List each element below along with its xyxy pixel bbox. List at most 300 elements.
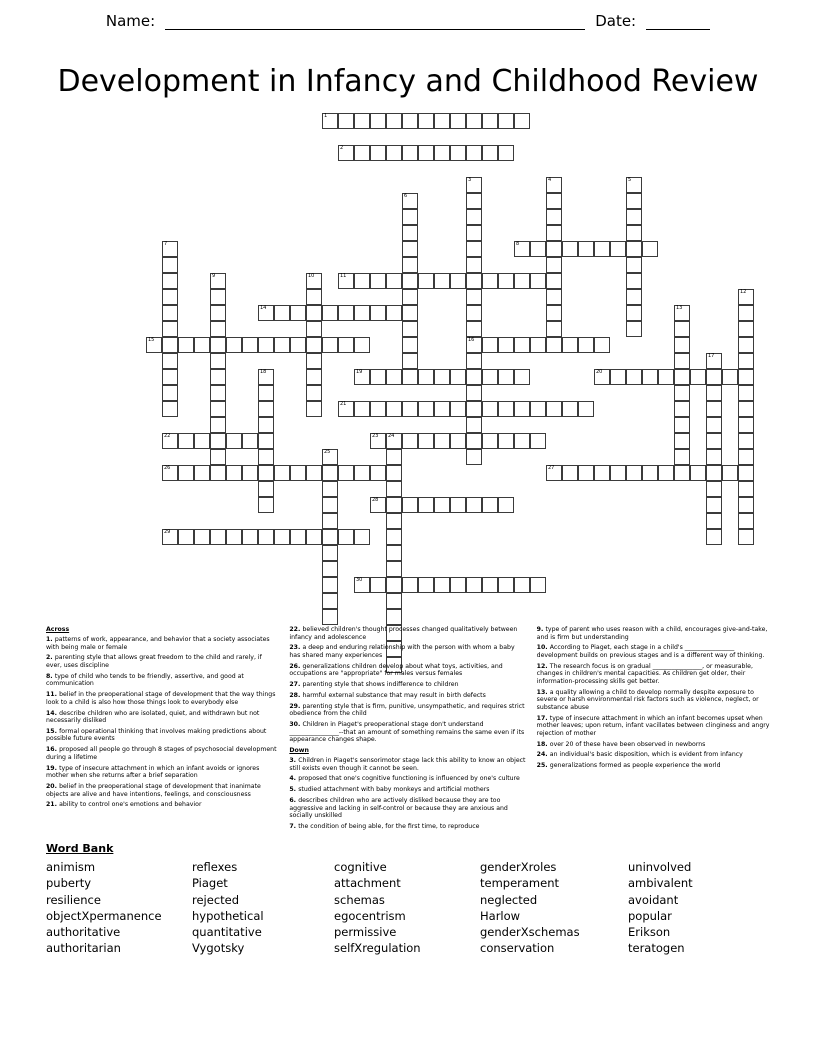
grid-cell[interactable] [562,465,578,481]
grid-cell[interactable] [194,465,210,481]
grid-cell[interactable] [482,113,498,129]
grid-cell[interactable] [706,369,722,385]
grid-cell[interactable] [482,401,498,417]
grid-cell[interactable] [322,465,338,481]
grid-cell[interactable] [498,401,514,417]
word-bank-word[interactable]: cognitive [334,860,387,874]
grid-cell[interactable] [226,433,242,449]
grid-cell[interactable] [626,273,642,289]
grid-cell[interactable] [498,369,514,385]
grid-cell[interactable] [370,369,386,385]
grid-cell[interactable] [242,465,258,481]
grid-cell[interactable] [162,273,178,289]
grid-cell[interactable] [466,257,482,273]
grid-cell[interactable] [338,273,354,289]
grid-cell[interactable] [594,337,610,353]
grid-cell[interactable] [194,433,210,449]
grid-cell[interactable] [354,113,370,129]
word-bank-word[interactable]: selfXregulation [334,941,421,956]
word-bank-word[interactable]: authoritarian [46,941,121,956]
grid-cell[interactable] [434,433,450,449]
grid-cell[interactable] [706,481,722,497]
grid-cell[interactable] [466,337,482,353]
grid-cell[interactable] [210,401,226,417]
grid-cell[interactable] [610,369,626,385]
word-bank-word[interactable]: avoidant [628,892,679,907]
grid-cell[interactable] [706,385,722,401]
grid-cell[interactable] [258,449,274,465]
grid-cell[interactable] [386,561,402,577]
grid-cell[interactable] [354,273,370,289]
grid-cell[interactable] [674,337,690,353]
grid-cell[interactable] [402,209,418,225]
grid-cell[interactable] [562,337,578,353]
grid-cell[interactable] [370,273,386,289]
grid-cell[interactable] [162,337,178,353]
grid-cell[interactable] [210,305,226,321]
grid-cell[interactable] [722,465,738,481]
grid-cell[interactable] [274,529,290,545]
grid-cell[interactable] [466,145,482,161]
word-bank-word[interactable]: objectXpermanence [46,908,162,923]
grid-cell[interactable] [322,561,338,577]
grid-cell[interactable] [674,305,690,321]
word-bank-word[interactable]: conservation [480,941,555,956]
grid-cell[interactable] [466,177,482,193]
grid-cell[interactable] [306,273,322,289]
grid-cell[interactable] [386,369,402,385]
word-bank-word[interactable]: schemas [334,892,385,907]
grid-cell[interactable] [514,401,530,417]
grid-cell[interactable] [402,273,418,289]
grid-cell[interactable] [322,337,338,353]
grid-cell[interactable] [434,401,450,417]
grid-cell[interactable] [370,145,386,161]
grid-cell[interactable] [210,385,226,401]
grid-cell[interactable] [466,273,482,289]
grid-cell[interactable] [514,577,530,593]
grid-cell[interactable] [706,465,722,481]
grid-cell[interactable] [306,529,322,545]
grid-cell[interactable] [738,289,754,305]
grid-cell[interactable] [162,321,178,337]
grid-cell[interactable] [482,337,498,353]
grid-cell[interactable] [546,305,562,321]
word-bank-word[interactable]: neglected [480,892,538,907]
grid-cell[interactable] [626,289,642,305]
grid-cell[interactable] [530,241,546,257]
grid-cell[interactable] [418,369,434,385]
word-bank-word[interactable]: egocentrism [334,908,406,923]
grid-cell[interactable] [386,449,402,465]
grid-cell[interactable] [738,529,754,545]
word-bank-word[interactable]: authoritative [46,925,121,940]
grid-cell[interactable] [466,193,482,209]
grid-cell[interactable] [402,257,418,273]
grid-cell[interactable] [258,417,274,433]
word-bank-word[interactable]: genderXroles [480,860,557,874]
grid-cell[interactable] [466,497,482,513]
grid-cell[interactable] [210,417,226,433]
grid-cell[interactable] [162,433,178,449]
grid-cell[interactable] [466,577,482,593]
grid-cell[interactable] [386,305,402,321]
grid-cell[interactable] [386,433,402,449]
grid-cell[interactable] [386,593,402,609]
grid-cell[interactable] [322,513,338,529]
grid-cell[interactable] [594,241,610,257]
grid-cell[interactable] [194,337,210,353]
grid-cell[interactable] [562,241,578,257]
grid-cell[interactable] [306,465,322,481]
grid-cell[interactable] [162,241,178,257]
grid-cell[interactable] [674,321,690,337]
grid-cell[interactable] [610,241,626,257]
name-input-line[interactable] [165,15,585,30]
grid-cell[interactable] [498,337,514,353]
grid-cell[interactable] [706,353,722,369]
word-bank-word[interactable]: uninvolved [628,860,692,874]
grid-cell[interactable] [290,465,306,481]
grid-cell[interactable] [626,177,642,193]
grid-cell[interactable] [706,449,722,465]
grid-cell[interactable] [450,433,466,449]
grid-cell[interactable] [626,257,642,273]
grid-cell[interactable] [578,401,594,417]
grid-cell[interactable] [706,417,722,433]
word-bank-word[interactable]: rejected [192,892,240,907]
grid-cell[interactable] [626,241,642,257]
grid-cell[interactable] [386,273,402,289]
word-bank-word[interactable]: attachment [334,876,401,891]
grid-cell[interactable] [354,337,370,353]
grid-cell[interactable] [434,497,450,513]
grid-cell[interactable] [210,369,226,385]
grid-cell[interactable] [258,465,274,481]
grid-cell[interactable] [354,529,370,545]
grid-cell[interactable] [274,465,290,481]
word-bank-word[interactable]: hypothetical [192,908,264,923]
grid-cell[interactable] [738,433,754,449]
grid-cell[interactable] [418,577,434,593]
grid-cell[interactable] [402,225,418,241]
grid-cell[interactable] [434,273,450,289]
grid-cell[interactable] [306,353,322,369]
grid-cell[interactable] [738,401,754,417]
grid-cell[interactable] [338,529,354,545]
grid-cell[interactable] [434,577,450,593]
grid-cell[interactable] [386,145,402,161]
grid-cell[interactable] [386,401,402,417]
grid-cell[interactable] [370,465,386,481]
grid-cell[interactable] [402,193,418,209]
grid-cell[interactable] [626,193,642,209]
grid-cell[interactable] [322,545,338,561]
grid-cell[interactable] [306,289,322,305]
grid-cell[interactable] [546,241,562,257]
grid-cell[interactable] [370,497,386,513]
grid-cell[interactable] [386,497,402,513]
grid-cell[interactable] [258,481,274,497]
grid-cell[interactable] [706,401,722,417]
word-bank-word[interactable]: Erikson [628,925,671,940]
grid-cell[interactable] [482,273,498,289]
grid-cell[interactable] [738,513,754,529]
word-bank-word[interactable]: puberty [46,876,92,891]
grid-cell[interactable] [738,305,754,321]
grid-cell[interactable] [354,145,370,161]
grid-cell[interactable] [402,353,418,369]
grid-cell[interactable] [674,417,690,433]
grid-cell[interactable] [562,401,578,417]
grid-cell[interactable] [738,385,754,401]
grid-cell[interactable] [338,305,354,321]
grid-cell[interactable] [642,241,658,257]
grid-cell[interactable] [306,337,322,353]
grid-cell[interactable] [242,529,258,545]
grid-cell[interactable] [162,369,178,385]
grid-cell[interactable] [418,273,434,289]
grid-cell[interactable] [706,497,722,513]
grid-cell[interactable] [386,529,402,545]
grid-cell[interactable] [354,465,370,481]
grid-cell[interactable] [626,225,642,241]
grid-cell[interactable] [274,305,290,321]
word-bank-word[interactable]: reflexes [192,860,238,874]
word-bank-word[interactable]: popular [628,908,672,923]
grid-cell[interactable] [450,113,466,129]
grid-cell[interactable] [658,465,674,481]
grid-cell[interactable] [450,401,466,417]
grid-cell[interactable] [162,385,178,401]
grid-cell[interactable] [386,577,402,593]
grid-cell[interactable] [514,433,530,449]
grid-cell[interactable] [466,369,482,385]
grid-cell[interactable] [210,353,226,369]
grid-cell[interactable] [306,305,322,321]
grid-cell[interactable] [210,337,226,353]
grid-cell[interactable] [178,433,194,449]
grid-cell[interactable] [546,465,562,481]
grid-cell[interactable] [162,305,178,321]
grid-cell[interactable] [210,289,226,305]
grid-cell[interactable] [178,465,194,481]
grid-cell[interactable] [466,417,482,433]
grid-cell[interactable] [546,209,562,225]
grid-cell[interactable] [546,289,562,305]
grid-cell[interactable] [402,337,418,353]
grid-cell[interactable] [178,529,194,545]
grid-cell[interactable] [226,465,242,481]
grid-cell[interactable] [322,305,338,321]
grid-cell[interactable] [738,321,754,337]
grid-cell[interactable] [450,369,466,385]
grid-cell[interactable] [706,433,722,449]
grid-cell[interactable] [306,369,322,385]
grid-cell[interactable] [674,369,690,385]
grid-cell[interactable] [354,305,370,321]
grid-cell[interactable] [722,369,738,385]
grid-cell[interactable] [530,273,546,289]
grid-cell[interactable] [466,385,482,401]
grid-cell[interactable] [498,113,514,129]
grid-cell[interactable] [546,193,562,209]
grid-cell[interactable] [258,433,274,449]
grid-cell[interactable] [434,113,450,129]
grid-cell[interactable] [210,529,226,545]
grid-cell[interactable] [546,337,562,353]
grid-cell[interactable] [338,113,354,129]
grid-cell[interactable] [738,497,754,513]
grid-cell[interactable] [386,465,402,481]
grid-cell[interactable] [210,433,226,449]
grid-cell[interactable] [498,577,514,593]
grid-cell[interactable] [450,577,466,593]
grid-cell[interactable] [450,497,466,513]
grid-cell[interactable] [242,337,258,353]
grid-cell[interactable] [162,257,178,273]
grid-cell[interactable] [514,241,530,257]
grid-cell[interactable] [162,529,178,545]
grid-cell[interactable] [530,401,546,417]
grid-cell[interactable] [386,609,402,625]
word-bank-word[interactable]: Piaget [192,876,228,891]
grid-cell[interactable] [738,369,754,385]
word-bank-word[interactable]: genderXschemas [480,925,580,940]
word-bank-word[interactable]: Harlow [480,908,521,923]
grid-cell[interactable] [578,241,594,257]
word-bank-word[interactable]: resilience [46,892,101,907]
grid-cell[interactable] [322,449,338,465]
grid-cell[interactable] [338,337,354,353]
grid-cell[interactable] [306,401,322,417]
grid-cell[interactable] [322,113,338,129]
grid-cell[interactable] [402,369,418,385]
grid-cell[interactable] [306,321,322,337]
grid-cell[interactable] [322,609,338,625]
grid-cell[interactable] [466,241,482,257]
grid-cell[interactable] [530,433,546,449]
grid-cell[interactable] [402,113,418,129]
grid-cell[interactable] [466,289,482,305]
grid-cell[interactable] [642,369,658,385]
grid-cell[interactable] [434,369,450,385]
grid-cell[interactable] [466,321,482,337]
grid-cell[interactable] [594,369,610,385]
grid-cell[interactable] [194,529,210,545]
grid-cell[interactable] [338,145,354,161]
grid-cell[interactable] [690,465,706,481]
grid-cell[interactable] [530,337,546,353]
grid-cell[interactable] [482,577,498,593]
word-bank-word[interactable]: animism [46,860,96,874]
grid-cell[interactable] [322,481,338,497]
grid-cell[interactable] [530,577,546,593]
grid-cell[interactable] [418,497,434,513]
grid-cell[interactable] [386,113,402,129]
grid-cell[interactable] [738,417,754,433]
date-input-line[interactable] [646,15,710,30]
grid-cell[interactable] [466,353,482,369]
grid-cell[interactable] [674,385,690,401]
word-bank-word[interactable]: teratogen [628,941,685,956]
grid-cell[interactable] [498,497,514,513]
word-bank-word[interactable]: Vygotsky [192,941,245,956]
grid-cell[interactable] [402,433,418,449]
grid-cell[interactable] [434,145,450,161]
grid-cell[interactable] [210,321,226,337]
grid-cell[interactable] [578,337,594,353]
grid-cell[interactable] [466,433,482,449]
grid-cell[interactable] [546,401,562,417]
grid-cell[interactable] [258,401,274,417]
grid-cell[interactable] [210,273,226,289]
word-bank-word[interactable]: temperament [480,876,560,891]
grid-cell[interactable] [690,369,706,385]
grid-cell[interactable] [178,337,194,353]
grid-cell[interactable] [402,577,418,593]
grid-cell[interactable] [258,529,274,545]
grid-cell[interactable] [514,369,530,385]
grid-cell[interactable] [418,145,434,161]
grid-cell[interactable] [482,433,498,449]
grid-cell[interactable] [354,369,370,385]
grid-cell[interactable] [546,257,562,273]
grid-cell[interactable] [674,353,690,369]
grid-cell[interactable] [738,465,754,481]
grid-cell[interactable] [402,497,418,513]
grid-cell[interactable] [162,289,178,305]
grid-cell[interactable] [402,401,418,417]
grid-cell[interactable] [498,273,514,289]
grid-cell[interactable] [258,337,274,353]
grid-cell[interactable] [626,209,642,225]
grid-cell[interactable] [370,401,386,417]
grid-cell[interactable] [482,497,498,513]
grid-cell[interactable] [626,305,642,321]
grid-cell[interactable] [370,305,386,321]
grid-cell[interactable] [466,225,482,241]
grid-cell[interactable] [466,449,482,465]
grid-cell[interactable] [386,545,402,561]
word-bank-word[interactable]: ambivalent [628,876,693,891]
grid-cell[interactable] [258,305,274,321]
grid-cell[interactable] [466,305,482,321]
grid-cell[interactable] [450,145,466,161]
grid-cell[interactable] [370,433,386,449]
grid-cell[interactable] [658,369,674,385]
grid-cell[interactable] [626,321,642,337]
grid-cell[interactable] [258,385,274,401]
grid-cell[interactable] [482,145,498,161]
grid-cell[interactable] [498,145,514,161]
grid-cell[interactable] [370,577,386,593]
grid-cell[interactable] [338,465,354,481]
grid-cell[interactable] [338,401,354,417]
grid-cell[interactable] [402,321,418,337]
grid-cell[interactable] [210,465,226,481]
grid-cell[interactable] [354,577,370,593]
grid-cell[interactable] [546,225,562,241]
grid-cell[interactable] [162,401,178,417]
grid-cell[interactable] [322,497,338,513]
grid-cell[interactable] [386,481,402,497]
grid-cell[interactable] [482,369,498,385]
grid-cell[interactable] [290,337,306,353]
grid-cell[interactable] [274,337,290,353]
grid-cell[interactable] [706,513,722,529]
word-bank-word[interactable]: quantitative [192,925,262,940]
